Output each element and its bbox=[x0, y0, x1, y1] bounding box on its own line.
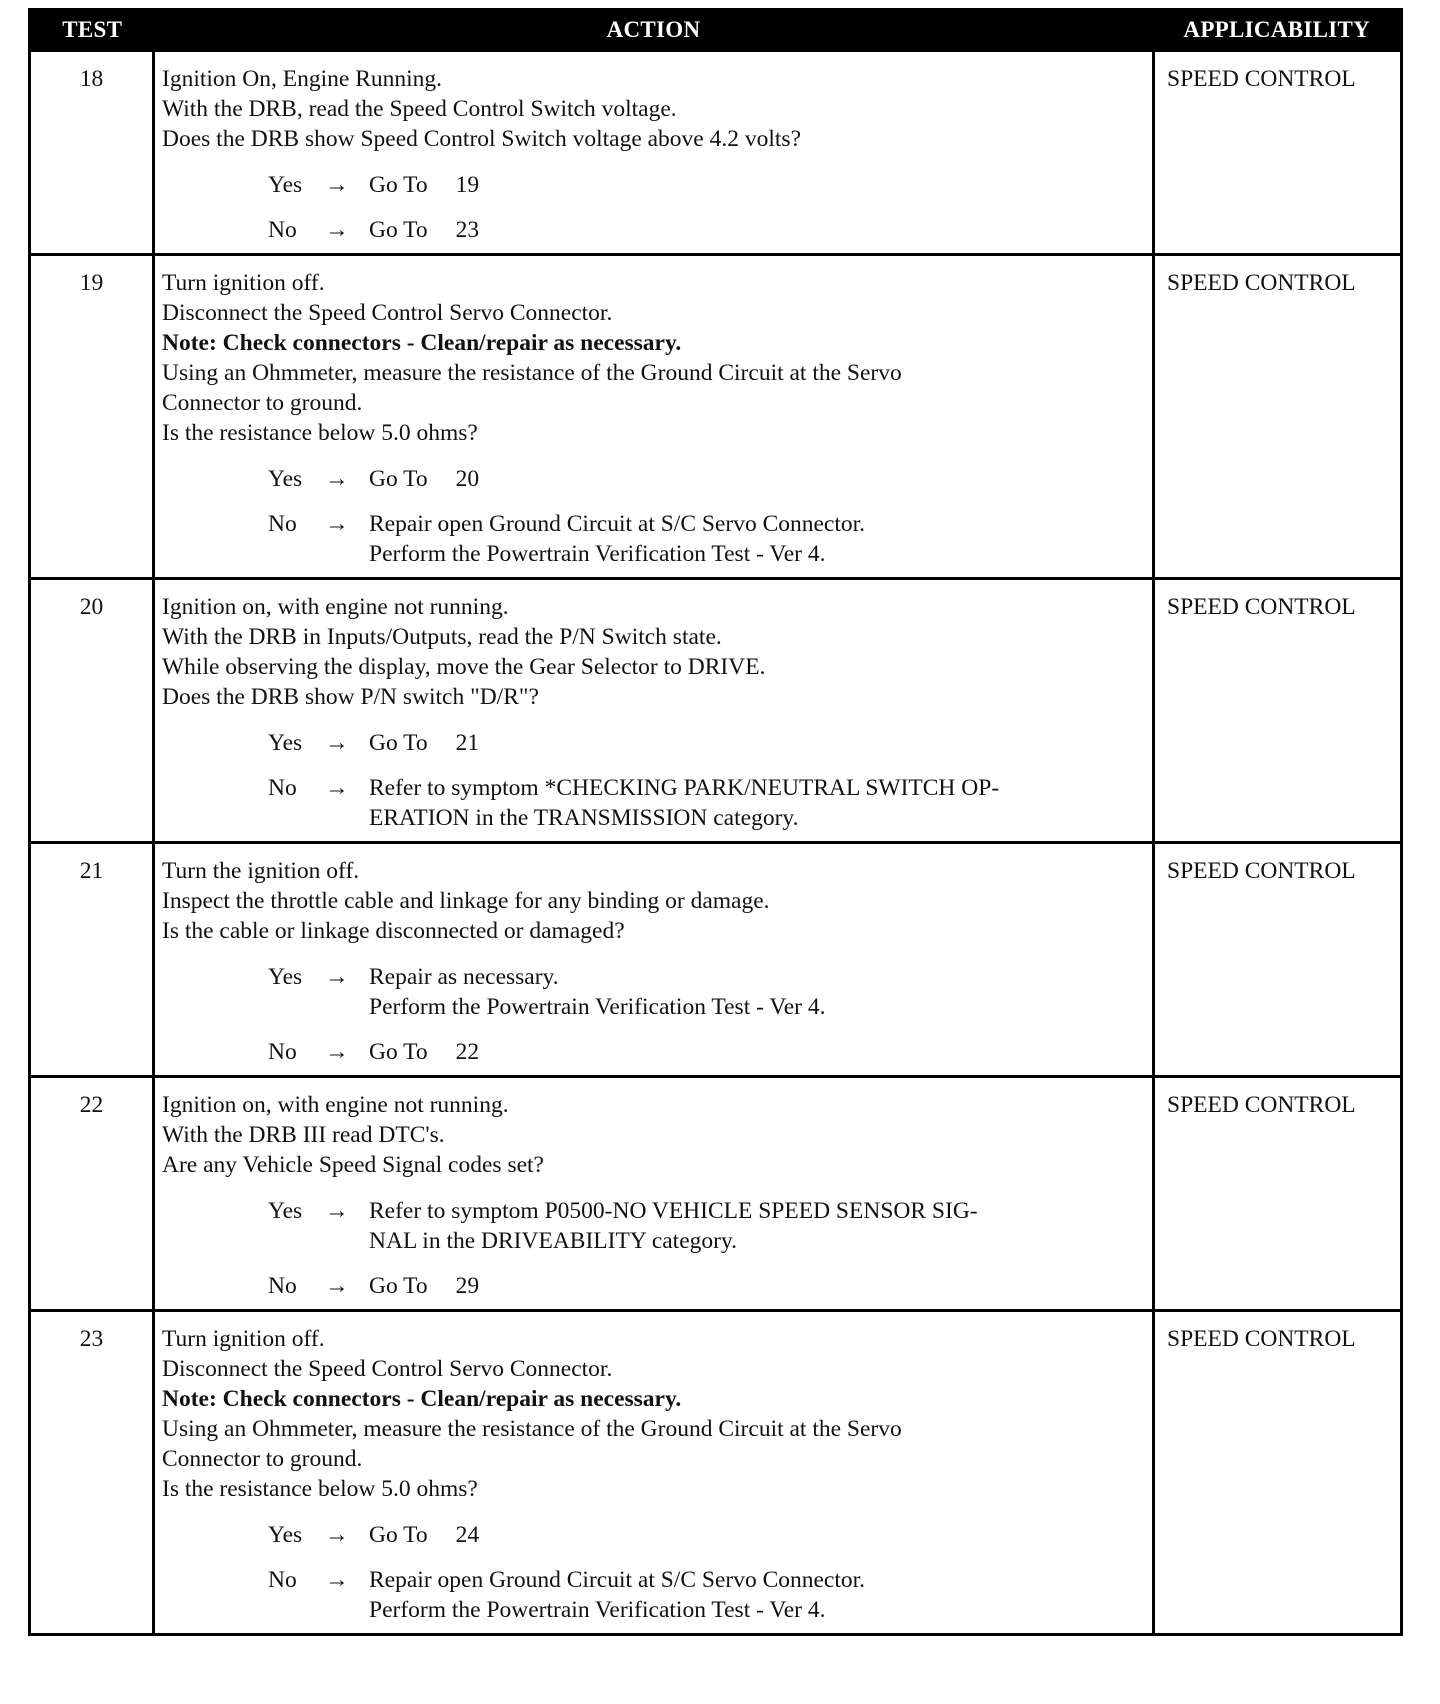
yes-branch bbox=[162, 962, 1146, 1022]
goto-target: 21 bbox=[455, 730, 480, 756]
goto-target: 22 bbox=[455, 1039, 480, 1065]
yes-label: Yes bbox=[268, 1522, 303, 1548]
applicability-cell: SPEED CONTROL bbox=[1154, 579, 1402, 843]
result-line: Perform the Powertrain Verification Test - Ver 4. bbox=[369, 1597, 826, 1623]
arrow-icon: → bbox=[325, 775, 349, 801]
yes-result bbox=[369, 962, 1146, 1022]
goto-label: Go To bbox=[369, 1522, 428, 1548]
action-line: Turn the ignition off. bbox=[162, 858, 360, 884]
test-row bbox=[30, 51, 1402, 255]
goto-label: Go To bbox=[369, 1273, 428, 1299]
arrow-icon: → bbox=[325, 730, 349, 756]
result-line: Perform the Powertrain Verification Test - Ver 4. bbox=[369, 994, 826, 1020]
arrow-icon: → bbox=[325, 1522, 349, 1548]
test-row bbox=[30, 843, 1402, 1077]
no-label: No bbox=[268, 1567, 297, 1593]
action-cell bbox=[154, 1077, 1154, 1311]
action-line: Is the resistance below 5.0 ohms? bbox=[162, 420, 478, 446]
goto-label: Go To bbox=[369, 1039, 428, 1065]
test-row bbox=[30, 1077, 1402, 1311]
goto-target: 29 bbox=[455, 1273, 480, 1299]
arrow-icon: → bbox=[325, 511, 349, 537]
arrow-icon: → bbox=[325, 1273, 349, 1299]
action-line: Ignition on, with engine not running. bbox=[162, 1092, 509, 1118]
yes-branch bbox=[162, 728, 1146, 758]
table-body bbox=[30, 51, 1402, 1635]
no-branch bbox=[162, 1037, 1146, 1067]
test-number: 20 bbox=[30, 579, 154, 843]
arrow-icon: → bbox=[325, 964, 349, 990]
action-line: Using an Ohmmeter, measure the resistance of the Ground Circuit at the Servo bbox=[162, 1416, 902, 1442]
test-row bbox=[30, 579, 1402, 843]
yes-result bbox=[369, 170, 1146, 200]
goto-label: Go To bbox=[369, 730, 428, 756]
yes-label: Yes bbox=[268, 172, 303, 198]
action-line: With the DRB, read the Speed Control Switch voltage. bbox=[162, 96, 677, 122]
action-line: Connector to ground. bbox=[162, 1446, 363, 1472]
test-number: 19 bbox=[30, 255, 154, 579]
goto-target: 24 bbox=[455, 1522, 480, 1548]
no-label: No bbox=[268, 217, 297, 243]
yes-result bbox=[369, 1196, 1146, 1256]
test-row bbox=[30, 255, 1402, 579]
no-result bbox=[369, 509, 1146, 569]
action-cell bbox=[154, 255, 1154, 579]
action-line: Are any Vehicle Speed Signal codes set? bbox=[162, 1152, 544, 1178]
diagnostic-sheet bbox=[28, 8, 1400, 1636]
yes-branch bbox=[162, 170, 1146, 200]
action-line: With the DRB in Inputs/Outputs, read the P/N Switch state. bbox=[162, 624, 722, 650]
arrow-icon: → bbox=[325, 1198, 349, 1224]
arrow-icon: → bbox=[325, 172, 349, 198]
yes-label: Yes bbox=[268, 730, 303, 756]
action-cell bbox=[154, 51, 1154, 255]
header-action: ACTION bbox=[154, 10, 1154, 51]
yes-label: Yes bbox=[268, 964, 303, 990]
header-row bbox=[30, 10, 1402, 51]
yes-result bbox=[369, 464, 1146, 494]
yes-result bbox=[369, 728, 1146, 758]
goto-target: 20 bbox=[455, 466, 480, 492]
no-label: No bbox=[268, 511, 297, 537]
yes-branch bbox=[162, 1196, 1146, 1256]
yes-label: Yes bbox=[268, 1198, 303, 1224]
goto-target: 23 bbox=[455, 217, 480, 243]
action-line: Connector to ground. bbox=[162, 390, 363, 416]
test-number: 23 bbox=[30, 1311, 154, 1635]
header-applicability: APPLICABILITY bbox=[1154, 10, 1402, 51]
no-result bbox=[369, 773, 1146, 833]
goto-label: Go To bbox=[369, 466, 428, 492]
action-line: Ignition On, Engine Running. bbox=[162, 66, 443, 92]
applicability-cell: SPEED CONTROL bbox=[1154, 51, 1402, 255]
action-cell bbox=[154, 1311, 1154, 1635]
test-row bbox=[30, 1311, 1402, 1635]
applicability-cell: SPEED CONTROL bbox=[1154, 1311, 1402, 1635]
applicability-cell: SPEED CONTROL bbox=[1154, 843, 1402, 1077]
no-result bbox=[369, 1037, 1146, 1067]
no-label: No bbox=[268, 1273, 297, 1299]
result-line: Perform the Powertrain Verification Test - Ver 4. bbox=[369, 541, 826, 567]
diagnostic-table bbox=[28, 8, 1403, 1636]
result-line: Repair as necessary. bbox=[369, 964, 559, 990]
result-line: Repair open Ground Circuit at S/C Servo Connector. bbox=[369, 1567, 866, 1593]
no-label: No bbox=[268, 775, 297, 801]
no-branch bbox=[162, 773, 1146, 833]
action-cell bbox=[154, 579, 1154, 843]
action-line: Disconnect the Speed Control Servo Connector. bbox=[162, 300, 613, 326]
yes-label: Yes bbox=[268, 466, 303, 492]
action-line: Turn ignition off. bbox=[162, 1326, 325, 1352]
yes-branch bbox=[162, 464, 1146, 494]
action-line: Using an Ohmmeter, measure the resistance of the Ground Circuit at the Servo bbox=[162, 360, 902, 386]
no-result bbox=[369, 215, 1146, 245]
header-test: TEST bbox=[30, 10, 154, 51]
goto-target: 19 bbox=[455, 172, 480, 198]
goto-label: Go To bbox=[369, 217, 428, 243]
no-branch bbox=[162, 215, 1146, 245]
applicability-cell: SPEED CONTROL bbox=[1154, 255, 1402, 579]
result-line: Repair open Ground Circuit at S/C Servo Connector. bbox=[369, 511, 866, 537]
no-result bbox=[369, 1271, 1146, 1301]
arrow-icon: → bbox=[325, 466, 349, 492]
no-label: No bbox=[268, 1039, 297, 1065]
no-branch bbox=[162, 509, 1146, 569]
test-number: 18 bbox=[30, 51, 154, 255]
arrow-icon: → bbox=[325, 1039, 349, 1065]
result-line: NAL in the DRIVEABILITY category. bbox=[369, 1228, 738, 1254]
result-line: ERATION in the TRANSMISSION category. bbox=[369, 805, 799, 831]
action-line: Turn ignition off. bbox=[162, 270, 325, 296]
test-number: 21 bbox=[30, 843, 154, 1077]
action-line: Ignition on, with engine not running. bbox=[162, 594, 509, 620]
action-line: Does the DRB show Speed Control Switch voltage above 4.2 volts? bbox=[162, 126, 801, 152]
goto-label: Go To bbox=[369, 172, 428, 198]
action-line: While observing the display, move the Gear Selector to DRIVE. bbox=[162, 654, 766, 680]
yes-branch bbox=[162, 1520, 1146, 1550]
action-line: Is the cable or linkage disconnected or damaged? bbox=[162, 918, 625, 944]
note-line: Note: Check connectors - Clean/repair as necessary. bbox=[162, 1386, 682, 1412]
no-result bbox=[369, 1565, 1146, 1625]
test-number: 22 bbox=[30, 1077, 154, 1311]
no-branch bbox=[162, 1271, 1146, 1301]
action-line: With the DRB III read DTC's. bbox=[162, 1122, 445, 1148]
no-branch bbox=[162, 1565, 1146, 1625]
action-line: Inspect the throttle cable and linkage for any binding or damage. bbox=[162, 888, 770, 914]
result-line: Refer to symptom P0500-NO VEHICLE SPEED SENSOR SIG- bbox=[369, 1198, 978, 1224]
result-line: Refer to symptom *CHECKING PARK/NEUTRAL SWITCH OP- bbox=[369, 775, 1000, 801]
arrow-icon: → bbox=[325, 1567, 349, 1593]
action-line: Disconnect the Speed Control Servo Connector. bbox=[162, 1356, 613, 1382]
note-line: Note: Check connectors - Clean/repair as necessary. bbox=[162, 330, 682, 356]
arrow-icon: → bbox=[325, 217, 349, 243]
action-line: Does the DRB show P/N switch "D/R"? bbox=[162, 684, 539, 710]
applicability-cell: SPEED CONTROL bbox=[1154, 1077, 1402, 1311]
yes-result bbox=[369, 1520, 1146, 1550]
action-line: Is the resistance below 5.0 ohms? bbox=[162, 1476, 478, 1502]
action-cell bbox=[154, 843, 1154, 1077]
